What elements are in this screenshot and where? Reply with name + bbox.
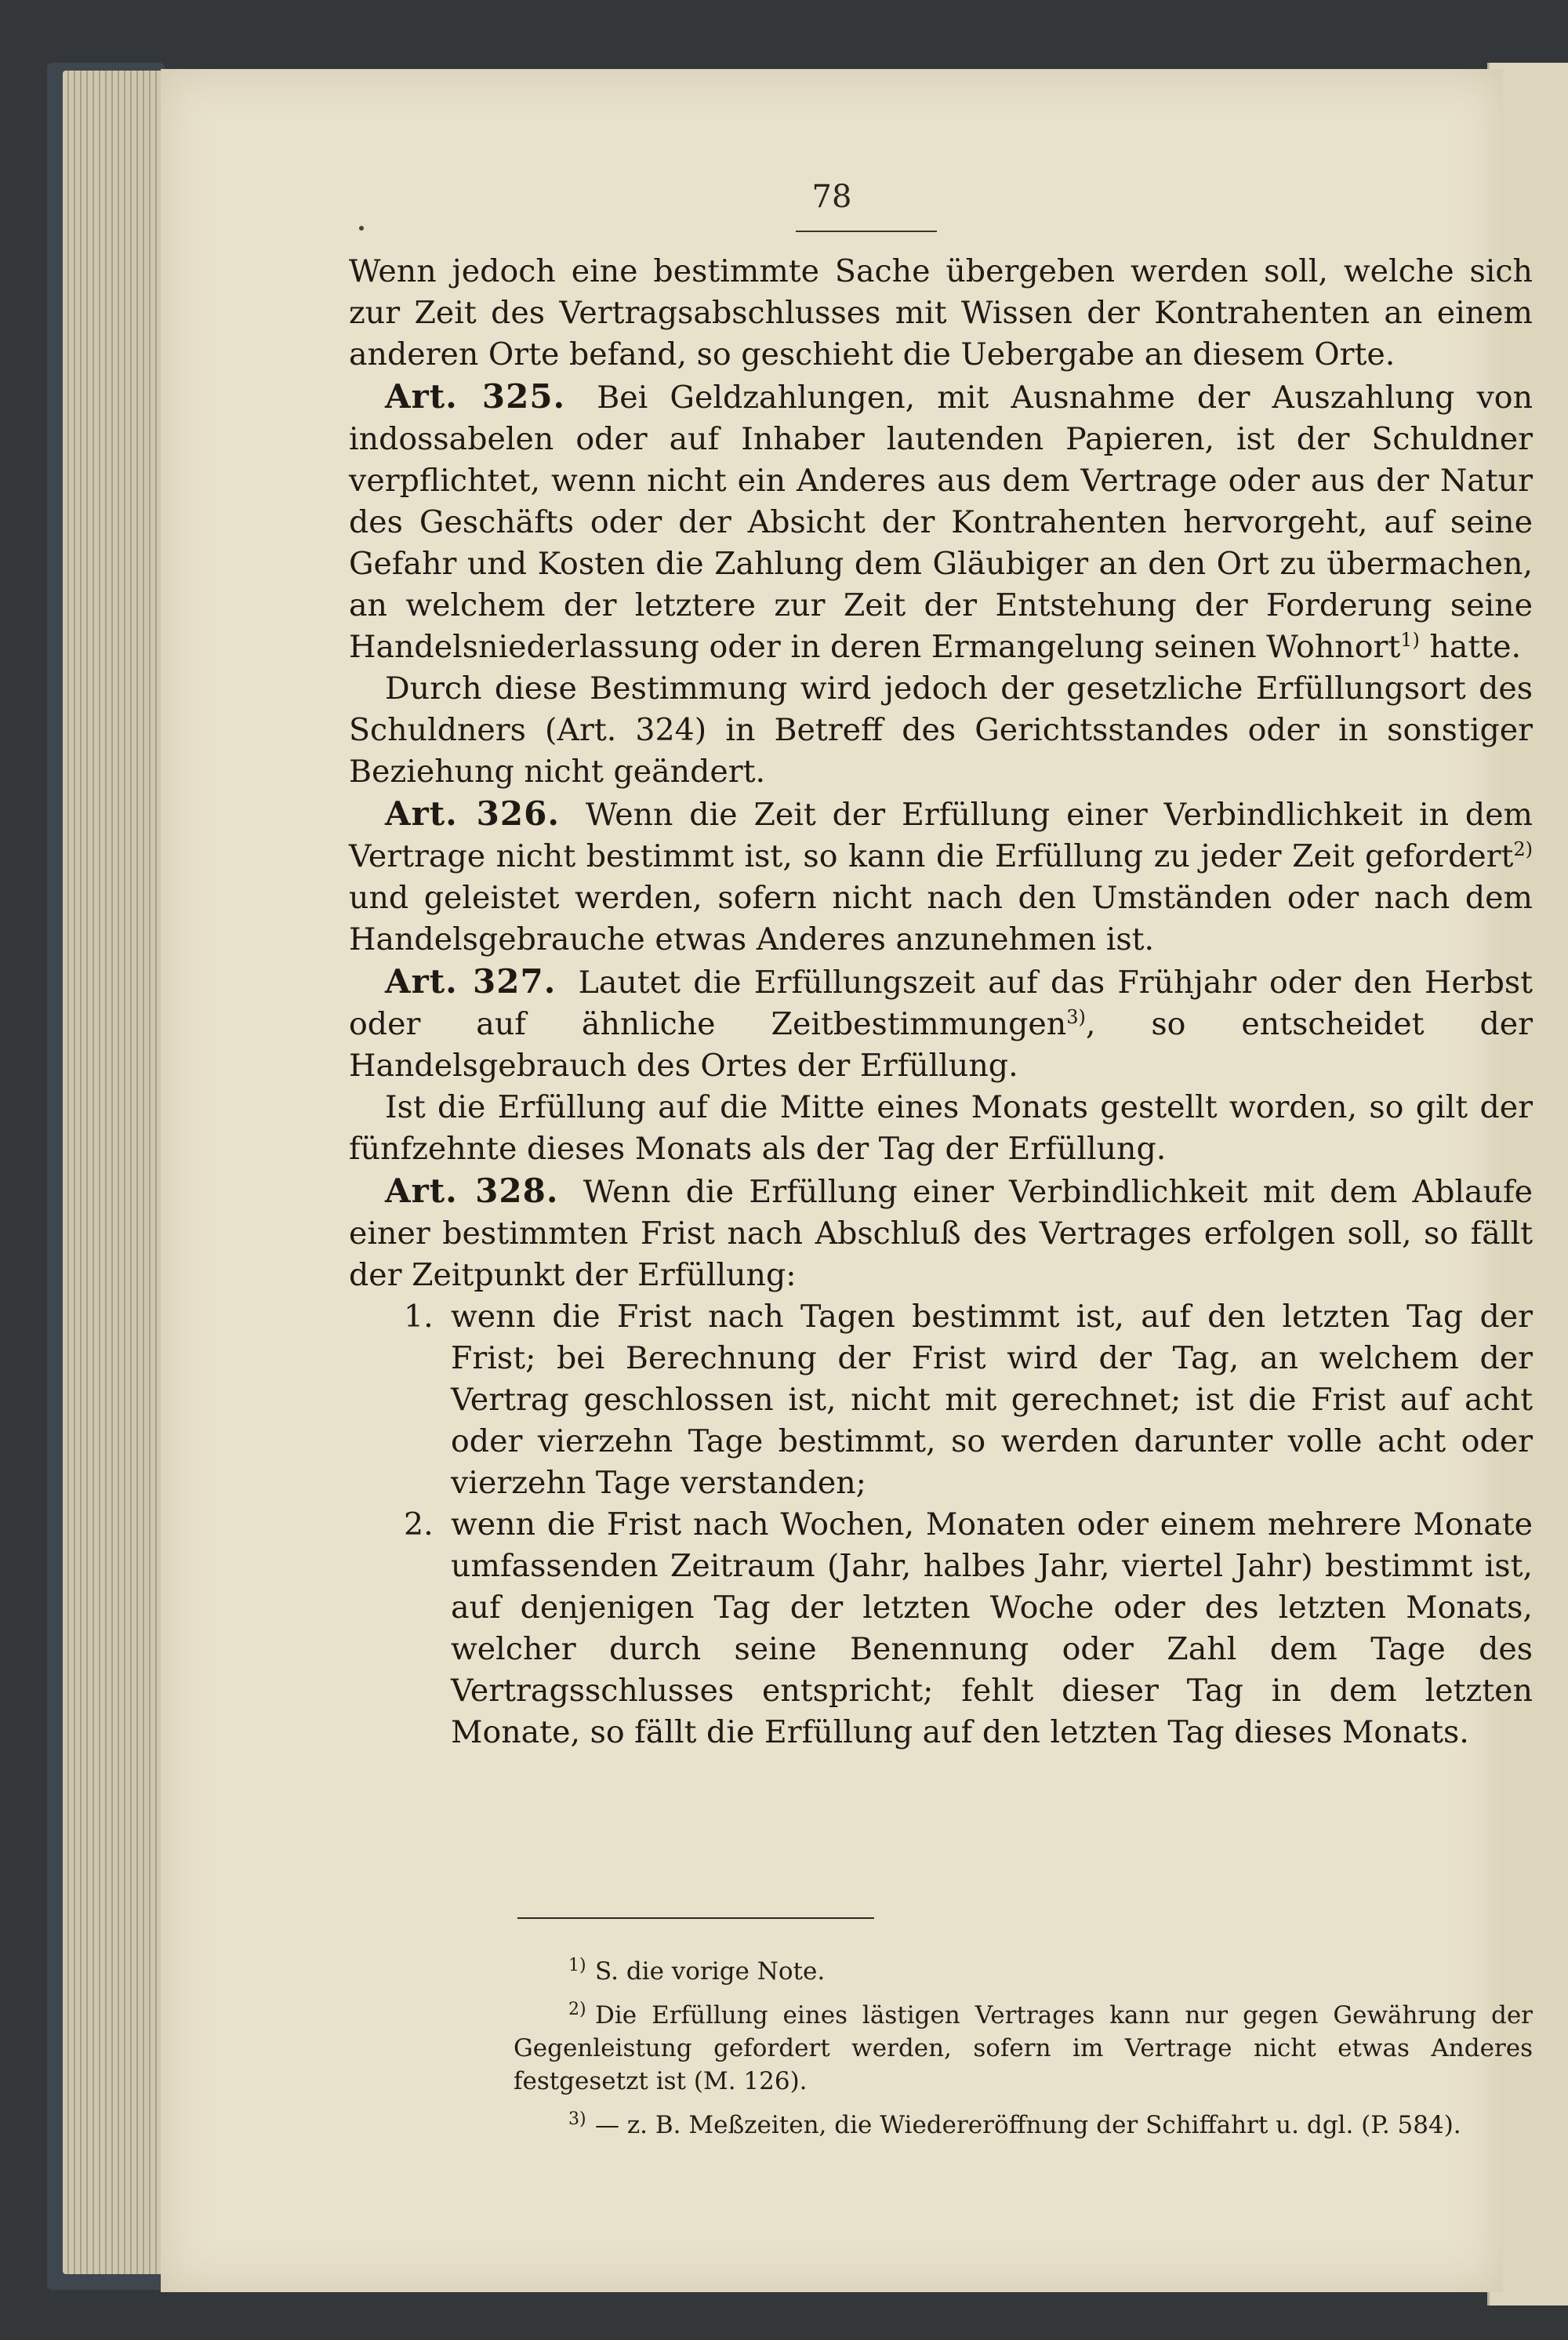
- footnote-text: — z. B. Meßzeiten, die Wiedereröffnung der Schiffahrt u. dgl. (P. 584).: [595, 2111, 1461, 2139]
- footnote: [514, 1999, 1533, 2098]
- ink-speck: [359, 226, 364, 231]
- article-text: hatte.: [1419, 629, 1522, 665]
- article-text: Wenn die Erfüllung einer Verbindlichkeit mit dem Ablaufe einer bestimmten Frist nach Abschluß des Vertrages erfolgen soll, so fällt der Zeitpunkt der Erfüllung:: [349, 1174, 1533, 1293]
- article-325-paragraph-2: Durch diese Bestimmung wird jedoch der gesetzliche Erfüllungsort des Schuldners (Art. 324) in Betreff des Gerichtsstandes oder in sonstiger Beziehung nicht geändert.: [349, 670, 1533, 790]
- footnote-ref: 2): [1513, 838, 1533, 860]
- footnote-mark: 3): [568, 2109, 586, 2129]
- article-heading: Art. 326.: [385, 794, 560, 833]
- header-rule: [796, 231, 937, 232]
- footnotes: [514, 1955, 1533, 2153]
- footnote: [514, 1955, 1533, 1988]
- article-328: [349, 1170, 1533, 1296]
- list-text: wenn die Frist nach Tagen bestimmt ist, auf den letzten Tag der Frist; bei Berechnung der Frist wird der Tag, an welchem der Vertrag geschlossen ist, nicht mit gerechnet; ist die Frist auf acht oder vierzehn Tage bestimmt, so werden darunter volle acht oder vierzehn Tage verstanden;: [451, 1299, 1533, 1501]
- article-325: [349, 376, 1533, 668]
- article-326: [349, 793, 1533, 961]
- article-text: Lautet die Erfüllungszeit auf das Frühjahr oder den Herbst oder auf ähnliche Zeitbestimmungen: [349, 965, 1534, 1042]
- footnote: [514, 2109, 1533, 2142]
- book-page: [161, 69, 1534, 2292]
- article-heading: Art. 327.: [385, 962, 557, 1001]
- article-327-paragraph-2: Ist die Erfüllung auf die Mitte eines Monats gestellt worden, so gilt der fünfzehnte dieses Monats als der Tag der Erfüllung.: [349, 1089, 1533, 1167]
- paragraph-continuation: Wenn jedoch eine bestimmte Sache übergeben werden soll, welche sich zur Zeit des Vertragsabschlusses mit Wissen der Kontrahenten an einem anderen Orte befand, so geschieht die Uebergabe an diesem Orte.: [349, 253, 1533, 372]
- footnote-rule: [517, 1917, 874, 1919]
- article-328-list: [349, 1296, 1533, 1753]
- page-edges: [63, 71, 172, 2274]
- list-number: 2.: [404, 1506, 434, 1542]
- page-number: 78: [811, 179, 852, 215]
- footnote-mark: 1): [568, 1956, 586, 1975]
- list-item: [349, 1296, 1533, 1504]
- footnote-mark: 2): [568, 2000, 586, 2019]
- article-text: , so entscheidet der Handelsgebrauch des Ortes der Erfüllung.: [349, 1006, 1533, 1084]
- main-text: [349, 251, 1533, 1753]
- article-text: und geleistet werden, sofern nicht nach den Umständen oder nach dem Handelsgebrauche etwas Anderes anzunehmen ist.: [349, 880, 1533, 957]
- article-327: [349, 961, 1533, 1087]
- article-text: Bei Geldzahlungen, mit Ausnahme der Auszahlung von indossabelen oder auf Inhaber lautenden Papieren, ist der Schuldner verpflichtet, wenn nicht ein Anderes aus dem Vertrage oder aus der Natur des Geschäfts oder der Absicht der Kontrahenten hervorgeht, auf seine Gefahr und Kosten die Zahlung dem Gläubiger an den Ort zu übermachen, an welchem der letztere zur Zeit der Entstehung der Forderung seine Handelsniederlassung oder in deren Ermangelung seinen Wohnort: [349, 380, 1534, 665]
- footnote-text: S. die vorige Note.: [595, 1957, 826, 1986]
- article-heading: Art. 325.: [385, 377, 566, 416]
- article-heading: Art. 328.: [385, 1172, 559, 1210]
- footnote-ref: 1): [1400, 628, 1420, 651]
- list-number: 1.: [404, 1299, 434, 1335]
- article-text: Wenn die Zeit der Erfüllung einer Verbindlichkeit in dem Vertrage nicht bestimmt ist, so kann die Erfüllung zu jeder Zeit gefordert: [349, 797, 1533, 874]
- footnote-ref: 3): [1066, 1005, 1086, 1028]
- footnote-text: Die Erfüllung eines lästigen Vertrages kann nur gegen Gewährung der Gegenleistung gefordert werden, sofern im Vertrage nicht etwas Anderes festgesetzt ist (M. 126).: [514, 2001, 1533, 2095]
- list-text: wenn die Frist nach Wochen, Monaten oder einem mehrere Monate umfassenden Zeitraum (Jahr, halbes Jahr, viertel Jahr) bestimmt ist, auf denjenigen Tag der letzten Woche oder des letzten Monats, welcher durch seine Benennung oder Zahl dem Tage des Vertragsschlusses entspricht; fehlt dieser Tag in dem letzten Monate, so fällt die Erfüllung auf den letzten Tag dieses Monats.: [451, 1506, 1533, 1750]
- list-item: [349, 1504, 1533, 1753]
